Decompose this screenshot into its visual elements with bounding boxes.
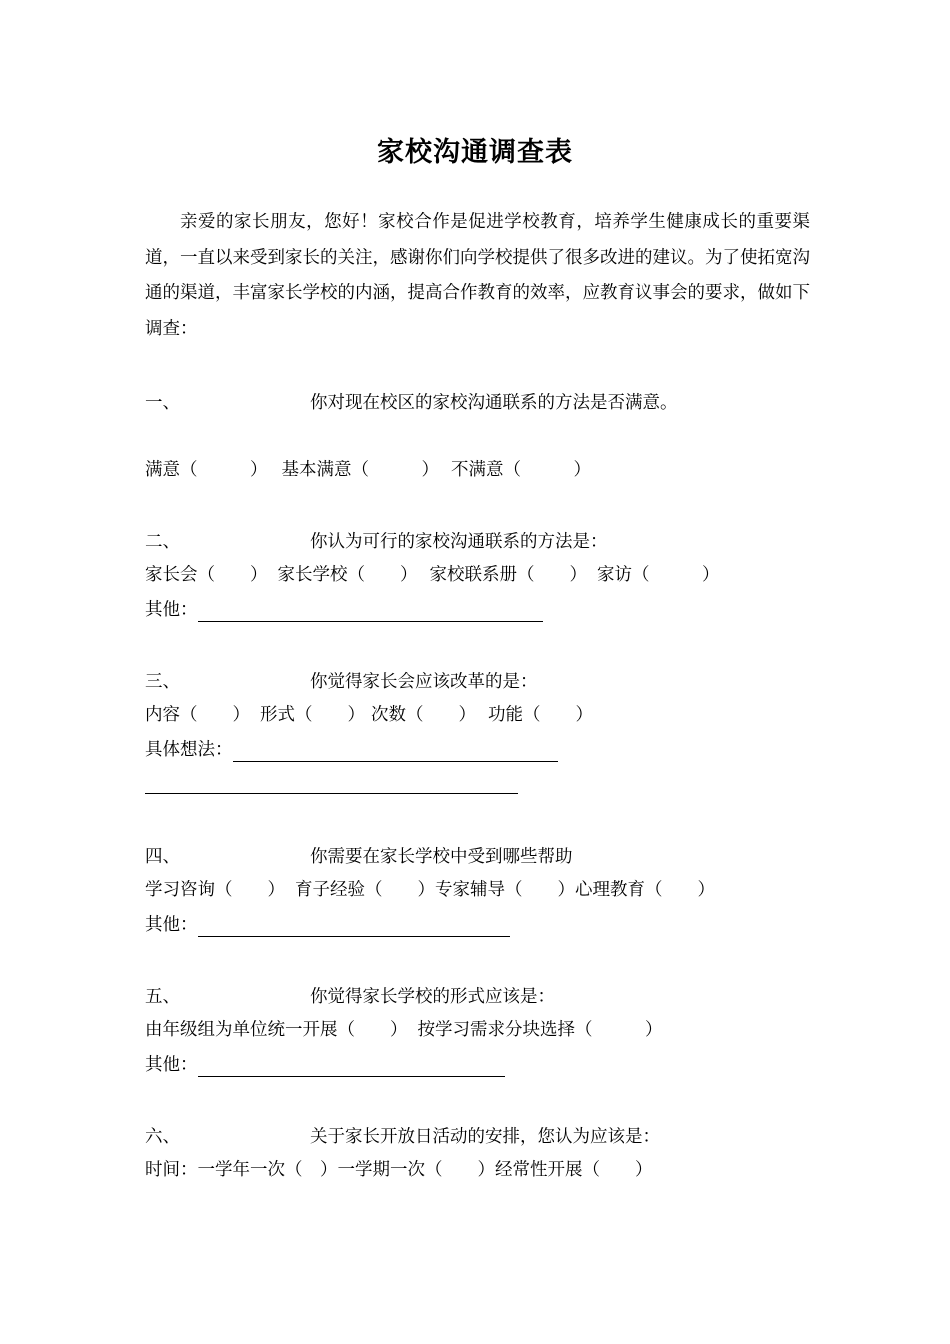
option-parent-meeting[interactable]: 家长会（ ） (145, 565, 268, 585)
option-grade-unified[interactable]: 由年级组为单位统一开展（ ） (145, 1020, 408, 1040)
option-once-per-semester[interactable]: 一学期一次（ ） (337, 1160, 495, 1180)
question-5-other-input[interactable] (198, 1056, 505, 1077)
option-psychological-education[interactable]: 心理教育（ ） (575, 880, 715, 900)
question-6-heading (145, 1125, 660, 1149)
question-3-idea-input-line-2[interactable] (145, 793, 518, 794)
question-2-number: 二、 (145, 532, 180, 552)
option-satisfied[interactable]: 满意（ ） (145, 460, 268, 480)
option-frequency[interactable]: 次数（ ） (371, 705, 476, 725)
question-6-number: 六、 (145, 1127, 180, 1147)
option-need-based[interactable]: 按学习需求分块选择（ ） (417, 1020, 663, 1040)
question-1-options (145, 458, 591, 482)
option-home-visit[interactable]: 家访（ ） (597, 565, 720, 585)
question-5-heading (145, 985, 555, 1009)
question-5-text: 你觉得家长学校的形式应该是： (310, 987, 555, 1007)
option-once-per-year[interactable]: 一学年一次（ ） (197, 1160, 338, 1180)
option-expert-guidance[interactable]: 专家辅导（ ） (435, 880, 575, 900)
question-3-idea-input[interactable] (233, 741, 558, 762)
question-3-idea (145, 738, 558, 762)
question-2-text: 你认为可行的家校沟通联系的方法是： (310, 532, 608, 552)
option-function[interactable]: 功能（ ） (488, 705, 593, 725)
page-title: 家校沟通调查表 (377, 137, 573, 168)
option-parent-school[interactable]: 家长学校（ ） (277, 565, 418, 585)
question-2-other-label: 其他： (145, 600, 198, 620)
question-3-idea-label: 具体想法： (145, 740, 233, 760)
option-study-consulting[interactable]: 学习咨询（ ） (145, 880, 285, 900)
question-5-number: 五、 (145, 987, 180, 1007)
question-6-text: 关于家长开放日活动的安排，您认为应该是： (310, 1127, 660, 1147)
question-1-text: 你对现在校区的家校沟通联系的方法是否满意。 (310, 393, 678, 413)
option-basically-satisfied[interactable]: 基本满意（ ） (281, 460, 439, 480)
intro-paragraph: 亲爱的家长朋友，您好！家校合作是促进学校教育，培养学生健康成长的重要渠道，一直以来受到家长的关注，感谢你们向学校提供了很多改进的建议。为了使拓宽沟通的渠道，丰富家长学校的内涵，提高合作教育的效率，应教育议事会的要求，做如下调查： (145, 212, 810, 339)
question-4-text: 你需要在家长学校中受到哪些帮助 (310, 847, 573, 867)
question-3-number: 三、 (145, 672, 180, 692)
question-1-number: 一、 (145, 393, 180, 413)
question-4-number: 四、 (145, 847, 180, 867)
question-3-options (145, 703, 593, 727)
question-2-options (145, 563, 720, 587)
option-regular[interactable]: 经常性开展（ ） (495, 1160, 653, 1180)
option-not-satisfied[interactable]: 不满意（ ） (451, 460, 591, 480)
option-contact-book[interactable]: 家校联系册（ ） (429, 565, 587, 585)
question-3-text: 你觉得家长会应该改革的是： (310, 672, 538, 692)
question-4-options (145, 878, 715, 902)
question-5-options (145, 1018, 663, 1042)
question-4-other-label: 其他： (145, 915, 198, 935)
question-2-other-input[interactable] (198, 601, 543, 622)
option-form[interactable]: 形式（ ） (260, 705, 365, 725)
question-3-heading (145, 670, 538, 694)
question-4-heading (145, 845, 573, 869)
option-content[interactable]: 内容（ ） (145, 705, 250, 725)
question-6-options (145, 1158, 653, 1182)
question-4-other-input[interactable] (198, 916, 510, 937)
question-5-other (145, 1053, 505, 1077)
question-4-other (145, 913, 510, 937)
question-2-other (145, 598, 543, 622)
question-6-time-label: 时间： (145, 1160, 198, 1180)
question-1-heading (145, 391, 678, 415)
question-5-other-label: 其他： (145, 1055, 198, 1075)
question-2-heading (145, 530, 608, 554)
option-parenting-experience[interactable]: 育子经验（ ） (295, 880, 435, 900)
